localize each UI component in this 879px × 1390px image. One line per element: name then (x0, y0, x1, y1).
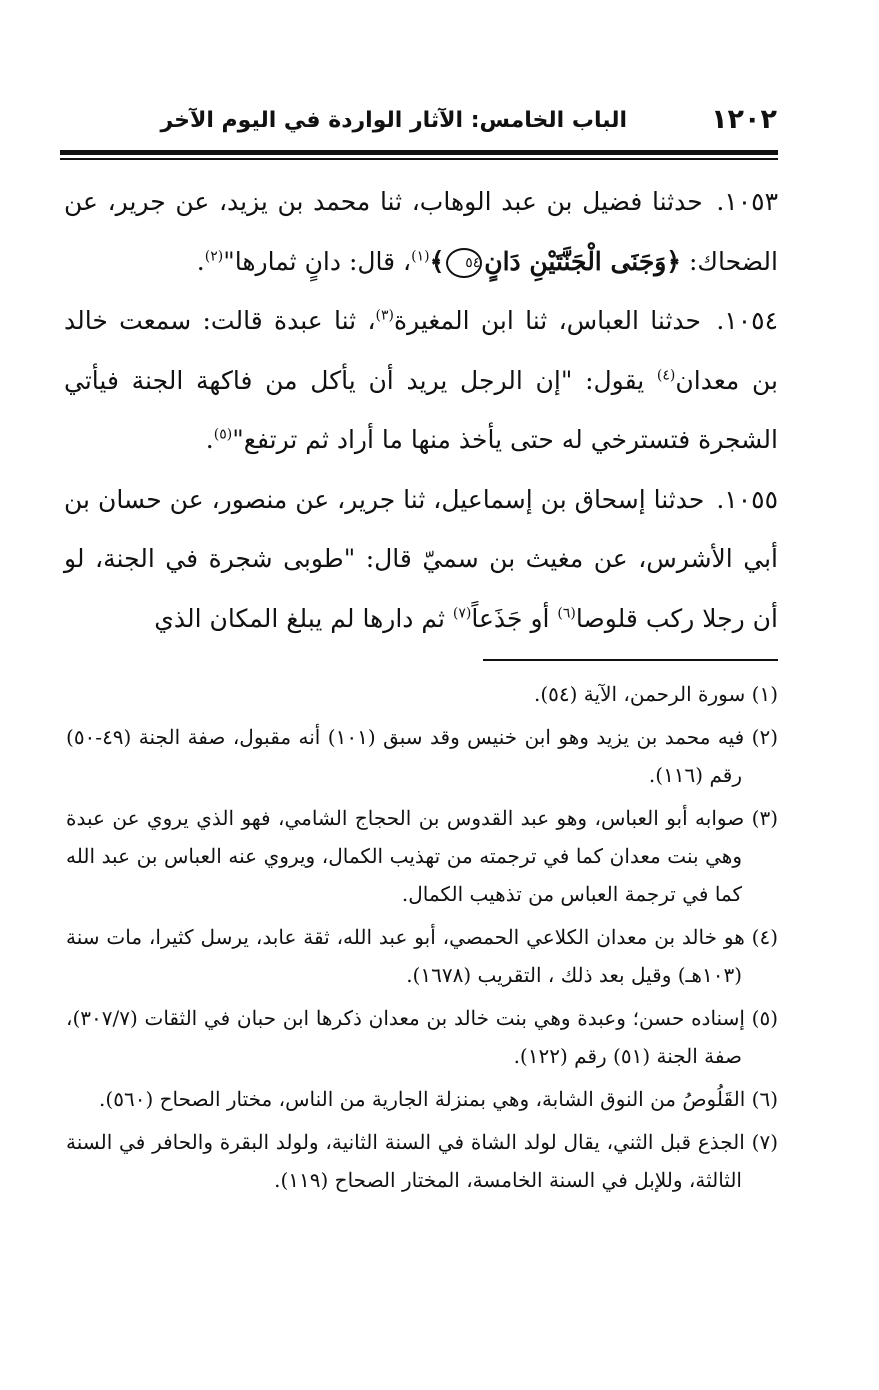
chapter-title: الباب الخامس: الآثار الواردة في اليوم الآخر (160, 108, 627, 133)
header-rule-thin (60, 158, 778, 160)
quran-bracket-close: ﴾ (429, 246, 445, 276)
footnotes (66, 675, 778, 1204)
footnote-2: (٢) فيه محمد بن يزيد وهو ابن خنيس وقد سبق (١٠١) أنه مقبول، صفة الجنة (٤٩-٥٠) رقم (١١٦). (66, 725, 778, 787)
footnote-5: (٥) إسناده حسن؛ وعبدة وهي بنت خالد بن معدان ذكرها ابن حبان في الثقات (٣٠٧/٧)، صفة الجنة (٥١) رقم (١٢٢). (66, 1006, 778, 1068)
paragraph-1055 (64, 470, 778, 649)
hadith-number: ١٠٥٤. (716, 306, 778, 335)
paragraph-text: ، ثنا عبدة قالت: سمعت خالد بن معدان (64, 306, 778, 395)
paragraph-end: . (196, 246, 205, 276)
hadith-number: ١٠٥٥. (716, 484, 778, 514)
paragraph-text: يقول: "إن الرجل يريد أن يأكل من فاكهة الجنة فيأتي الشجرة فتسترخي له حتى يأخذ منها ما أراد ثم ترتفع" (64, 365, 778, 454)
paragraph-text: حدثنا فضيل بن عبد الوهاب، ثنا محمد بن يزيد، عن جرير، عن الضحاك: (64, 187, 778, 276)
paragraph-text: أو جَذَعاً (471, 603, 558, 633)
footnote-ref: (٧) (452, 605, 472, 622)
paragraph-end: . (205, 425, 214, 454)
paragraph-text: حدثنا العباس، ثنا ابن المغيرة (394, 306, 701, 335)
footnote-6: (٦) القَلُوصُ من النوق الشابة، وهي بمنزلة الجارية من الناس، مختار الصحاح (٥٦٠). (99, 1087, 778, 1111)
hadith-number: ١٠٥٣. (716, 187, 778, 216)
footnote-7: (٧) الجذع قبل الثني، يقال لولد الشاة في السنة الثانية، ولولد البقرة والحافر في السنة الثالثة، وللإبل في السنة الخامسة، المختار الصحاح (١١٩). (66, 1130, 778, 1192)
page-header (62, 100, 777, 146)
footnote-4: (٤) هو خالد بن معدان الكلاعي الحمصي، أبو عبد الله، ثقة عابد، يرسل كثيرا، مات سنة (١٠٣هـ) وقيل بعد ذلك ، التقريب (١٦٧٨). (66, 925, 778, 987)
footnote-ref: (٤) (656, 367, 676, 384)
paragraph-text: ثم دارها لم يبلغ المكان الذي (154, 603, 453, 633)
paragraph-text: ، قال: دانٍ ثمارها" (223, 246, 412, 276)
paragraph-text: حدثنا إسحاق بن إسماعيل، ثنا جرير، عن منصور، عن حسان بن أبي الأشرس، عن مغيث بن سميّ قال: "طوبى شجرة في الجنة، لو أن رجلا ركب قلوصا (64, 484, 778, 633)
paragraph-1054 (64, 291, 778, 470)
paragraph-1053 (64, 172, 778, 291)
footnote-ref: (٢) (204, 248, 224, 265)
footnote-ref: (٦) (557, 605, 576, 622)
footnote-ref: (١) (411, 248, 430, 265)
footnote-ref: (٣) (375, 307, 394, 324)
ayah-number-mark: ٥٤ (446, 248, 482, 278)
header-rule-thick (60, 150, 778, 155)
main-text (64, 172, 778, 648)
quran-verse: ﴿وَجَنَى الْجَنَّتَيْنِ دَانٍ (484, 246, 682, 276)
footnote-separator (483, 659, 778, 661)
page-number: ١٢٠٢ (711, 104, 777, 135)
footnote-ref: (٥) (213, 426, 233, 443)
footnote-3: (٣) صوابه أبو العباس، وهو عبد القدوس بن الحجاج الشامي، فهو الذي يروي عن عبدة وهي بنت معدان كما في ترجمته من تهذيب الكمال، ويروي عنه العباس بن عبد الله كما في ترجمة العباس من تذهيب الكمال. (66, 806, 778, 906)
footnote-1: (١) سورة الرحمن، الآية (٥٤). (533, 682, 778, 706)
